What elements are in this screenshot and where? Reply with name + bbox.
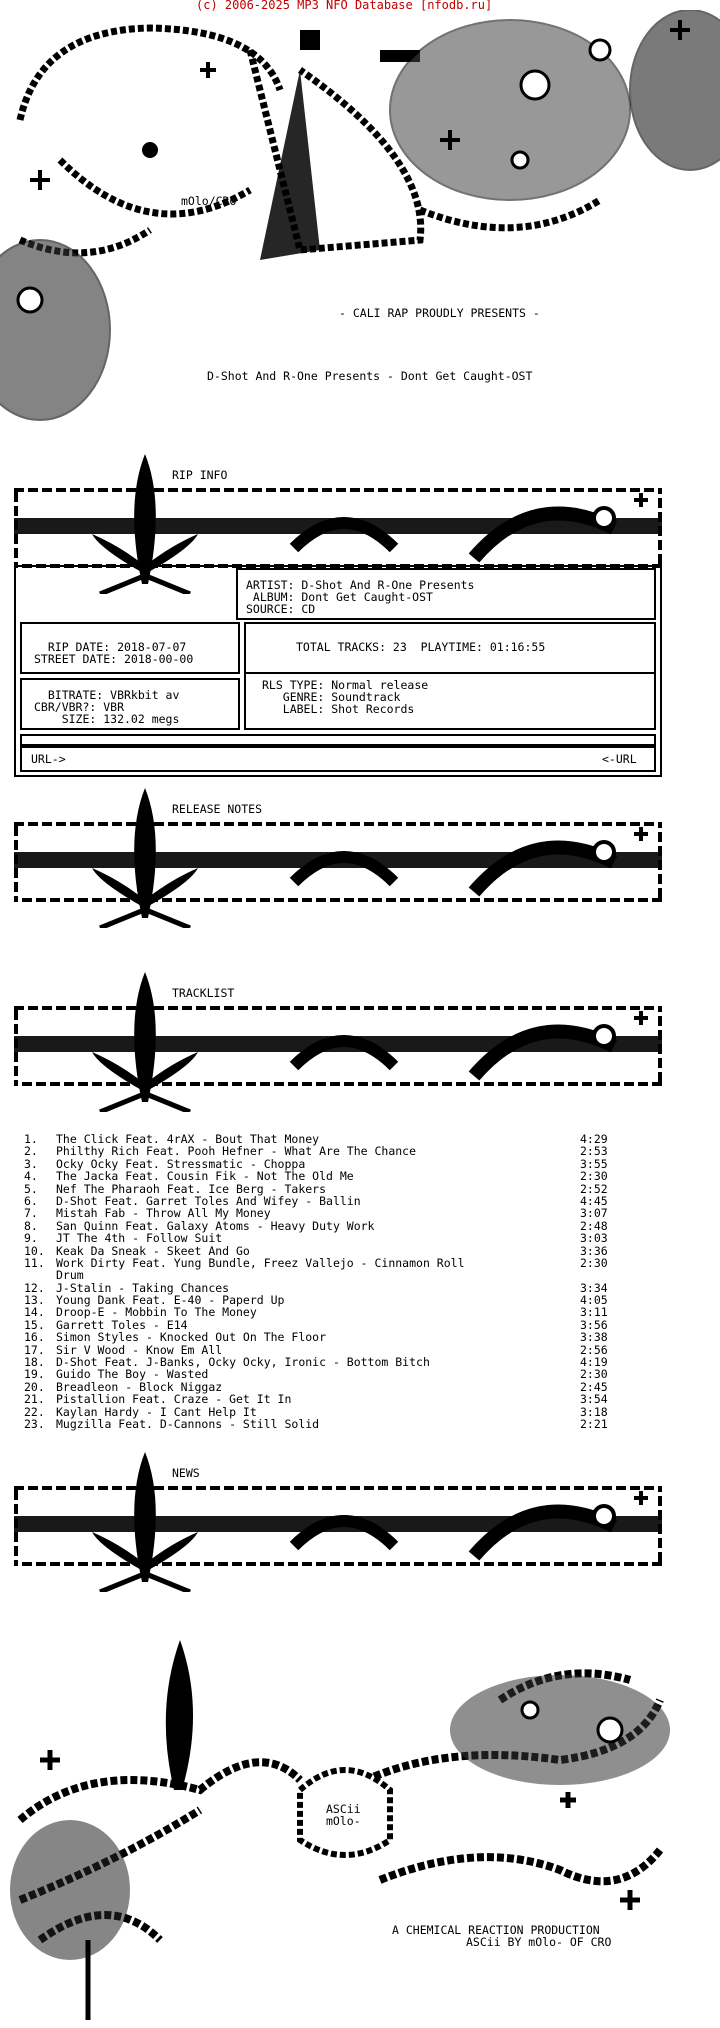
footer-ascii-art <box>0 1640 720 2020</box>
track-time: 2:30 <box>580 1255 608 1270</box>
track-time: 4:05 <box>580 1293 608 1308</box>
track-number: 16. <box>24 1330 45 1345</box>
track-time: 2:53 <box>580 1144 608 1159</box>
track-title: San Quinn Feat. Galaxy Atoms - Heavy Duty Work <box>56 1218 375 1233</box>
url-box <box>20 746 656 772</box>
track-number: 20. <box>24 1379 45 1394</box>
track-title: The Jacka Feat. Cousin Fik - Not The Old Me <box>56 1169 354 1184</box>
source-line: SOURCE: CD <box>246 602 316 616</box>
track-title: Keak Da Sneak - Skeet And Go <box>56 1243 250 1258</box>
presents-line: - CALI RAP PROUDLY PRESENTS - <box>339 306 540 320</box>
track-number: 5. <box>24 1181 38 1196</box>
track-title: J-Stalin - Taking Chances <box>56 1280 230 1295</box>
track-time: 3:03 <box>580 1231 608 1246</box>
track-title: Nef The Pharaoh Feat. Ice Berg - Takers <box>56 1181 327 1196</box>
track-row <box>24 1255 608 1270</box>
track-title: Sir V Wood - Know Em All <box>56 1342 223 1357</box>
track-time: 3:36 <box>580 1243 608 1258</box>
track-row <box>24 1367 608 1382</box>
bitrate-line: BITRATE: VBRkbit av <box>34 688 180 702</box>
track-time: 4:29 <box>580 1132 608 1146</box>
track-time: 4:45 <box>580 1193 608 1208</box>
rip-date-line: RIP DATE: 2018-07-07 <box>34 640 187 654</box>
track-number: 14. <box>24 1305 45 1320</box>
track-row <box>24 1269 580 1281</box>
tracklist <box>24 1132 608 1431</box>
album-line: ALBUM: Dont Get Caught-OST <box>246 590 433 604</box>
track-title: Ocky Ocky Feat. Stressmatic - Choppa <box>56 1156 306 1171</box>
ascii-author: mOlo- <box>326 1814 361 1828</box>
track-title: Drum <box>56 1268 84 1283</box>
copyright-line: (c) 2006-2025 MP3 NFO Database [nfodb.ru] <box>196 0 493 12</box>
track-title: Philthy Rich Feat. Pooh Hefner - What Are The Chance <box>56 1144 417 1159</box>
track-title: Mugzilla Feat. D-Cannons - Still Solid <box>56 1416 320 1431</box>
size-line: SIZE: 132.02 megs <box>34 712 180 726</box>
cbrvbr-line: CBR/VBR?: VBR <box>34 700 125 714</box>
track-number: 19. <box>24 1367 45 1382</box>
track-number: 3. <box>24 1156 38 1171</box>
track-title: Guido The Boy - Wasted <box>56 1367 209 1382</box>
ascii-label: ASCii <box>326 1802 361 1816</box>
street-date-line: STREET DATE: 2018-00-00 <box>34 652 194 666</box>
ascii-by-line: ASCii BY mOlo- OF CRO <box>466 1935 612 1949</box>
track-time: 2:30 <box>580 1367 608 1382</box>
track-title: Work Dirty Feat. Yung Bundle, Freez Vallejo - Cinnamon Roll <box>56 1255 465 1270</box>
divider-box <box>20 734 656 746</box>
track-number: 18. <box>24 1355 45 1370</box>
news-banner <box>14 1486 662 1566</box>
track-number: 1. <box>24 1132 38 1146</box>
rip-info-heading: RIP INFO <box>172 468 228 482</box>
track-row <box>24 1206 608 1221</box>
header-ascii-art <box>0 10 720 430</box>
track-number: 12. <box>24 1280 45 1295</box>
url-right[interactable]: <-URL <box>602 752 637 766</box>
rip-info-banner <box>14 488 662 568</box>
totals-line: TOTAL TRACKS: 23 PLAYTIME: 01:16:55 <box>296 640 546 654</box>
track-time: 3:11 <box>580 1305 608 1320</box>
track-title: Pistallion Feat. Craze - Get It In <box>56 1392 292 1407</box>
track-number: 11. <box>24 1255 45 1270</box>
track-title: Simon Styles - Knocked Out On The Floor <box>56 1330 327 1345</box>
track-row <box>24 1305 608 1320</box>
track-number: 9. <box>24 1231 38 1246</box>
genre-line: GENRE: Soundtrack <box>262 690 401 704</box>
tracklist-banner <box>14 1006 662 1086</box>
artist-line: ARTIST: D-Shot And R-One Presents <box>246 578 475 592</box>
url-left[interactable]: URL-> <box>31 752 66 766</box>
track-row <box>24 1330 608 1345</box>
track-number: 4. <box>24 1169 38 1184</box>
track-title: The Click Feat. 4rAX - Bout That Money <box>56 1132 320 1146</box>
track-number: 15. <box>24 1317 45 1332</box>
track-title: JT The 4th - Follow Suit <box>56 1231 223 1246</box>
track-number: 13. <box>24 1293 45 1308</box>
track-number: 23. <box>24 1416 45 1431</box>
track-number: 10. <box>24 1243 45 1258</box>
track-time: 3:07 <box>580 1206 608 1221</box>
track-time: 3:18 <box>580 1404 608 1419</box>
track-number: 22. <box>24 1404 45 1419</box>
track-row <box>24 1416 608 1431</box>
track-time: 3:55 <box>580 1156 608 1171</box>
track-time: 3:56 <box>580 1317 608 1332</box>
track-time: 2:45 <box>580 1379 608 1394</box>
track-title: Young Dank Feat. E-40 - Paperd Up <box>56 1293 285 1308</box>
track-row <box>24 1144 608 1159</box>
track-number: 7. <box>24 1206 38 1221</box>
track-time: 3:34 <box>580 1280 608 1295</box>
track-title: Kaylan Hardy - I Cant Help It <box>56 1404 257 1419</box>
track-time: 2:56 <box>580 1342 608 1357</box>
track-time: 3:54 <box>580 1392 608 1407</box>
release-notes-banner <box>14 822 662 902</box>
release-title: D-Shot And R-One Presents - Dont Get Caught-OST <box>207 369 533 383</box>
track-time: 2:30 <box>580 1169 608 1184</box>
track-number: 8. <box>24 1218 38 1233</box>
track-row <box>24 1231 608 1246</box>
track-time: 3:38 <box>580 1330 608 1345</box>
rls-type-line: RLS TYPE: Normal release <box>262 678 429 692</box>
track-number: 6. <box>24 1193 38 1208</box>
label-line: LABEL: Shot Records <box>262 702 415 716</box>
track-time: 2:48 <box>580 1218 608 1233</box>
track-title: D-Shot Feat. J-Banks, Ocky Ocky, Ironic - Bottom Bitch <box>56 1355 430 1370</box>
track-time: 4:19 <box>580 1355 608 1370</box>
tracklist-heading: TRACKLIST <box>172 986 235 1000</box>
track-number: 21. <box>24 1392 45 1407</box>
production-line: A CHEMICAL REACTION PRODUCTION <box>392 1923 600 1937</box>
news-heading: NEWS <box>172 1466 200 1480</box>
track-row <box>24 1392 608 1407</box>
release-notes-heading: RELEASE NOTES <box>172 802 263 816</box>
track-title: Breadleon - Block Niggaz <box>56 1379 223 1394</box>
track-title: Garrett Toles - E14 <box>56 1317 188 1332</box>
track-time: 2:52 <box>580 1181 608 1196</box>
track-time: 2:21 <box>580 1416 608 1431</box>
track-number: 2. <box>24 1144 38 1159</box>
header-credit: mOlo/CRO <box>181 194 237 208</box>
track-title: Mistah Fab - Throw All My Money <box>56 1206 271 1221</box>
track-row <box>24 1169 608 1184</box>
track-title: Droop-E - Mobbin To The Money <box>56 1305 257 1320</box>
track-title: D-Shot Feat. Garret Toles And Wifey - Ballin <box>56 1193 361 1208</box>
track-number: 17. <box>24 1342 45 1357</box>
